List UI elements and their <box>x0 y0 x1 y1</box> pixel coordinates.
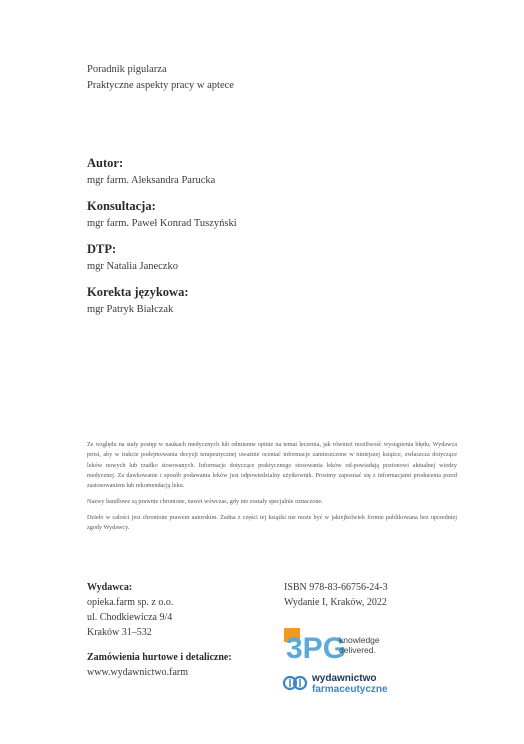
credit-name: mgr farm. Paweł Konrad Tuszyński <box>87 218 237 229</box>
legal-copyright: Dzieło w całości jest chronione prawem autorskim. Żadna z części tej książki nie może być w jakiejkolwiek formie publikowana bez uprzedniej zgody Wydawcy. <box>87 513 457 532</box>
publisher-name: opieka.farm sp. z o.o. <box>87 597 174 608</box>
3pg-logo-line2: delivered. <box>339 645 376 655</box>
wf-logo-line1: wydawnictwo <box>312 673 377 684</box>
3pg-logo-line1: knowledge <box>339 635 380 645</box>
isbn: ISBN 978-83-66756-24-3 <box>284 582 388 593</box>
credit-author <box>87 155 427 189</box>
pill-icon <box>284 677 306 689</box>
edition: Wydanie I, Kraków, 2022 <box>284 597 387 608</box>
legal-notice <box>87 440 457 539</box>
credit-heading: Korekta językowa: <box>87 285 189 299</box>
credit-heading: DTP: <box>87 242 117 256</box>
credit-heading: Autor: <box>87 156 124 170</box>
publisher-city: Kraków 31–532 <box>87 627 152 638</box>
3pg-logo-mark: 3PG <box>286 632 347 664</box>
edition-info <box>284 580 388 610</box>
credit-dtp <box>87 241 427 275</box>
credits <box>87 155 427 327</box>
publisher-heading: Wydawca: <box>87 582 133 593</box>
legal-trademarks: Nazwy handlowe są prawnie chronione, nawet wówczas, gdy nie zostały specjalnie oznaczone. <box>87 497 323 505</box>
credit-name: mgr farm. Aleksandra Parucka <box>87 175 216 186</box>
credit-name: mgr Natalia Janeczko <box>87 261 178 272</box>
wydawnictwo-farmaceutyczne-logo <box>282 668 422 698</box>
credit-consultation <box>87 198 427 232</box>
legal-disclaimer: Ze względu na stały postęp w naukach medycznych lub odmienne opinie na temat leczenia, jak również możliwość wystąpienia błędu, Wydawca prosi, aby w trakcie podejmowania decyzji terapeutycznej uważnie oceniać informacje zamieszczone w niniejszej książce, zwłaszcza dotyczące leków nowych lub rzadko stosowanych. Informacje dotyczące praktycznego stosowania leków od-powiadają pozionowi aktualnej wiedzy medycznej. Za dawkowanie i sposób podawania leków jest odpowiedzialny użytkownik. Prosimy zapoznać się z informacjami producenta przed zastosowaniem lub rekomendacją leku. <box>87 441 457 490</box>
credit-heading: Konsultacja: <box>87 199 156 213</box>
wf-logo-line2: farmaceutyczne <box>312 684 388 695</box>
title-block <box>87 62 234 94</box>
3pg-logo <box>282 624 392 664</box>
book-title: Poradnik pigularza <box>87 64 167 75</box>
publisher-info <box>87 580 267 680</box>
credit-proofreading <box>87 284 427 318</box>
book-subtitle: Praktyczne aspekty pracy w aptece <box>87 80 234 91</box>
publisher-street: ul. Chodkiewicza 9/4 <box>87 612 173 623</box>
credit-name: mgr Patryk Białczak <box>87 304 174 315</box>
orders-heading: Zamówienia hurtowe i detaliczne: <box>87 652 232 663</box>
orders-url: www.wydawnictwo.farm <box>87 667 188 678</box>
